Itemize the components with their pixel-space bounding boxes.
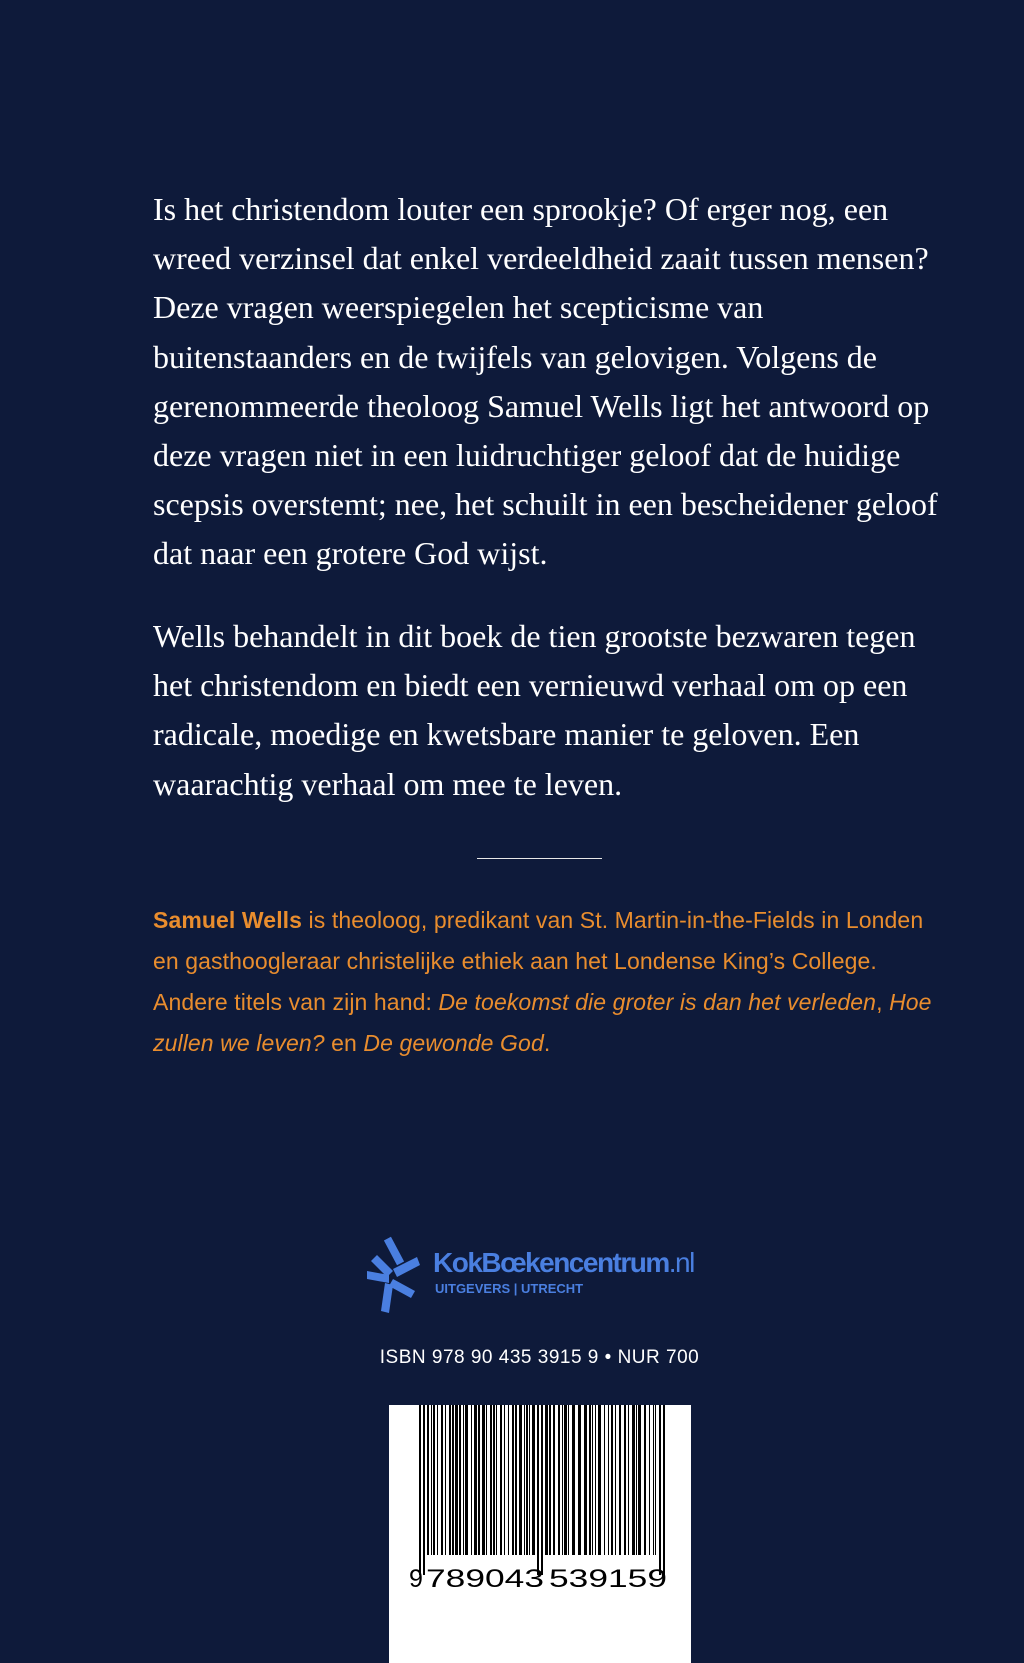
author-bio [153,900,943,1064]
barcode-bar [493,1405,495,1555]
barcode-left-digits: 789043 [426,1565,544,1593]
publisher-logo-icon [363,1235,423,1315]
divider [477,858,602,859]
barcode-bar [532,1405,535,1555]
barcode-bar [445,1405,446,1555]
barcode-bar [449,1405,451,1555]
barcode-bar [636,1405,637,1555]
barcode-bar [474,1405,477,1555]
barcode-bar [541,1405,543,1575]
barcode-bar [619,1405,621,1555]
barcode-bar [482,1405,485,1555]
barcode-bar [663,1405,665,1575]
barcode-bar [529,1405,530,1555]
barcode-bar [519,1405,522,1555]
barcode-bar [562,1405,563,1555]
barcode-bar [504,1405,505,1555]
barcode-bar [615,1405,616,1555]
barcode-bar [465,1405,468,1555]
barcode-bar [655,1405,656,1555]
barcode-bar [644,1405,646,1555]
barcode-bar [455,1405,458,1555]
barcode-bar [512,1405,514,1555]
barcode-bar [653,1405,654,1555]
barcode-bar [638,1405,641,1555]
barcode-bar [553,1405,555,1555]
publisher-name [433,1247,694,1279]
barcode-bar [592,1405,593,1555]
barcode-bar [441,1405,443,1555]
book-title-2: Hoe zullen we leven? [153,989,932,1056]
barcode-bar [478,1405,480,1555]
barcode-bar [437,1405,438,1555]
barcode-bar [537,1405,539,1575]
publisher-subtitle: UITGEVERS | UTRECHT [435,1281,584,1296]
barcode-graphic [389,1405,691,1663]
book-title-1: De toekomst die groter is dan het verleden [438,989,877,1015]
barcode-bar [572,1405,575,1555]
barcode-bar [649,1405,650,1555]
barcode-bar [558,1405,560,1555]
barcode-first-digit: 9 [409,1565,423,1593]
barcode-bar [578,1405,581,1555]
barcode-bar [419,1405,421,1575]
blurb-paragraph-2: Wells behandelt in dit boek de tien grootste bezwaren tegen het christendom en biedt een vernieuwd verhaal om op een radicale, moedige en kwetsbare manier te geloven. Een waarachtig verhaal om mee te leven. [153,618,916,802]
barcode-bar [628,1405,629,1555]
barcode-bar [598,1405,601,1555]
author-bio-text: is theoloog, predikant van St. Martin-in-the-Fields in Londen en gasthoogleraar christelijke ethiek aan het Londense King’s College. Andere titels van zijn hand: [153,907,924,1015]
barcode-bar [452,1405,454,1555]
barcode-bar [611,1405,613,1555]
barcode-bar [490,1405,492,1555]
blurb-paragraph-1: Is het christendom louter een sprookje? Of erger nog, een wreed verzinsel dat enkel verdeeldheid zaait tussen mensen? Deze vragen weerspiegelen het scepticisme van buitenstaanders en de twijfels van gelovigen. Volgens de gerenommeerde theoloog Samuel Wells ligt het antwoord op deze vragen niet in een luidruchtiger geloof dat de huidige scepsis overstemt; nee, het schuilt in een bescheidener geloof dat naar een grotere God wijst. [153,191,938,572]
barcode-bar [659,1405,661,1575]
book-title-3: De gewonde God [363,1030,544,1056]
barcode-bar [431,1405,432,1555]
barcode-bar [604,1405,605,1555]
barcode-bar [427,1405,429,1555]
publisher-tld: .nl [668,1247,694,1278]
bio-separator-1: , [876,989,890,1015]
barcode-bar [568,1405,569,1555]
barcode-bar [524,1405,525,1555]
barcode-bar [545,1405,548,1555]
barcode-bar [608,1405,609,1555]
barcode-bar [624,1405,626,1555]
isbn-line: ISBN 978 90 435 3915 9 • NUR 700 [379,1347,700,1368]
barcode-bar [589,1405,591,1555]
barcode-bar [459,1405,461,1555]
barcode-bar [526,1405,528,1555]
author-name: Samuel Wells [153,907,303,933]
barcode-bar [500,1405,502,1555]
barcode-right-digits: 539159 [549,1565,667,1593]
barcode-bar [471,1405,472,1555]
barcode-bar [496,1405,497,1555]
barcode-bar [486,1405,487,1555]
barcode-bar [515,1405,517,1555]
barcode-bar [463,1405,464,1555]
barcode-bar [423,1405,425,1575]
barcode-bar [433,1405,435,1555]
barcode-bar [584,1405,587,1555]
barcode-bar [564,1405,567,1555]
barcode-bar [595,1405,596,1555]
barcode-bar [549,1405,551,1555]
barcode [389,1405,691,1663]
bio-separator-2: en [324,1030,364,1056]
bio-end: . [543,1030,551,1056]
publisher-name-main: KokBœkencentrum [433,1247,669,1278]
barcode-bar [508,1405,509,1555]
barcode-bar [632,1405,635,1555]
publisher-logo [363,1235,723,1315]
